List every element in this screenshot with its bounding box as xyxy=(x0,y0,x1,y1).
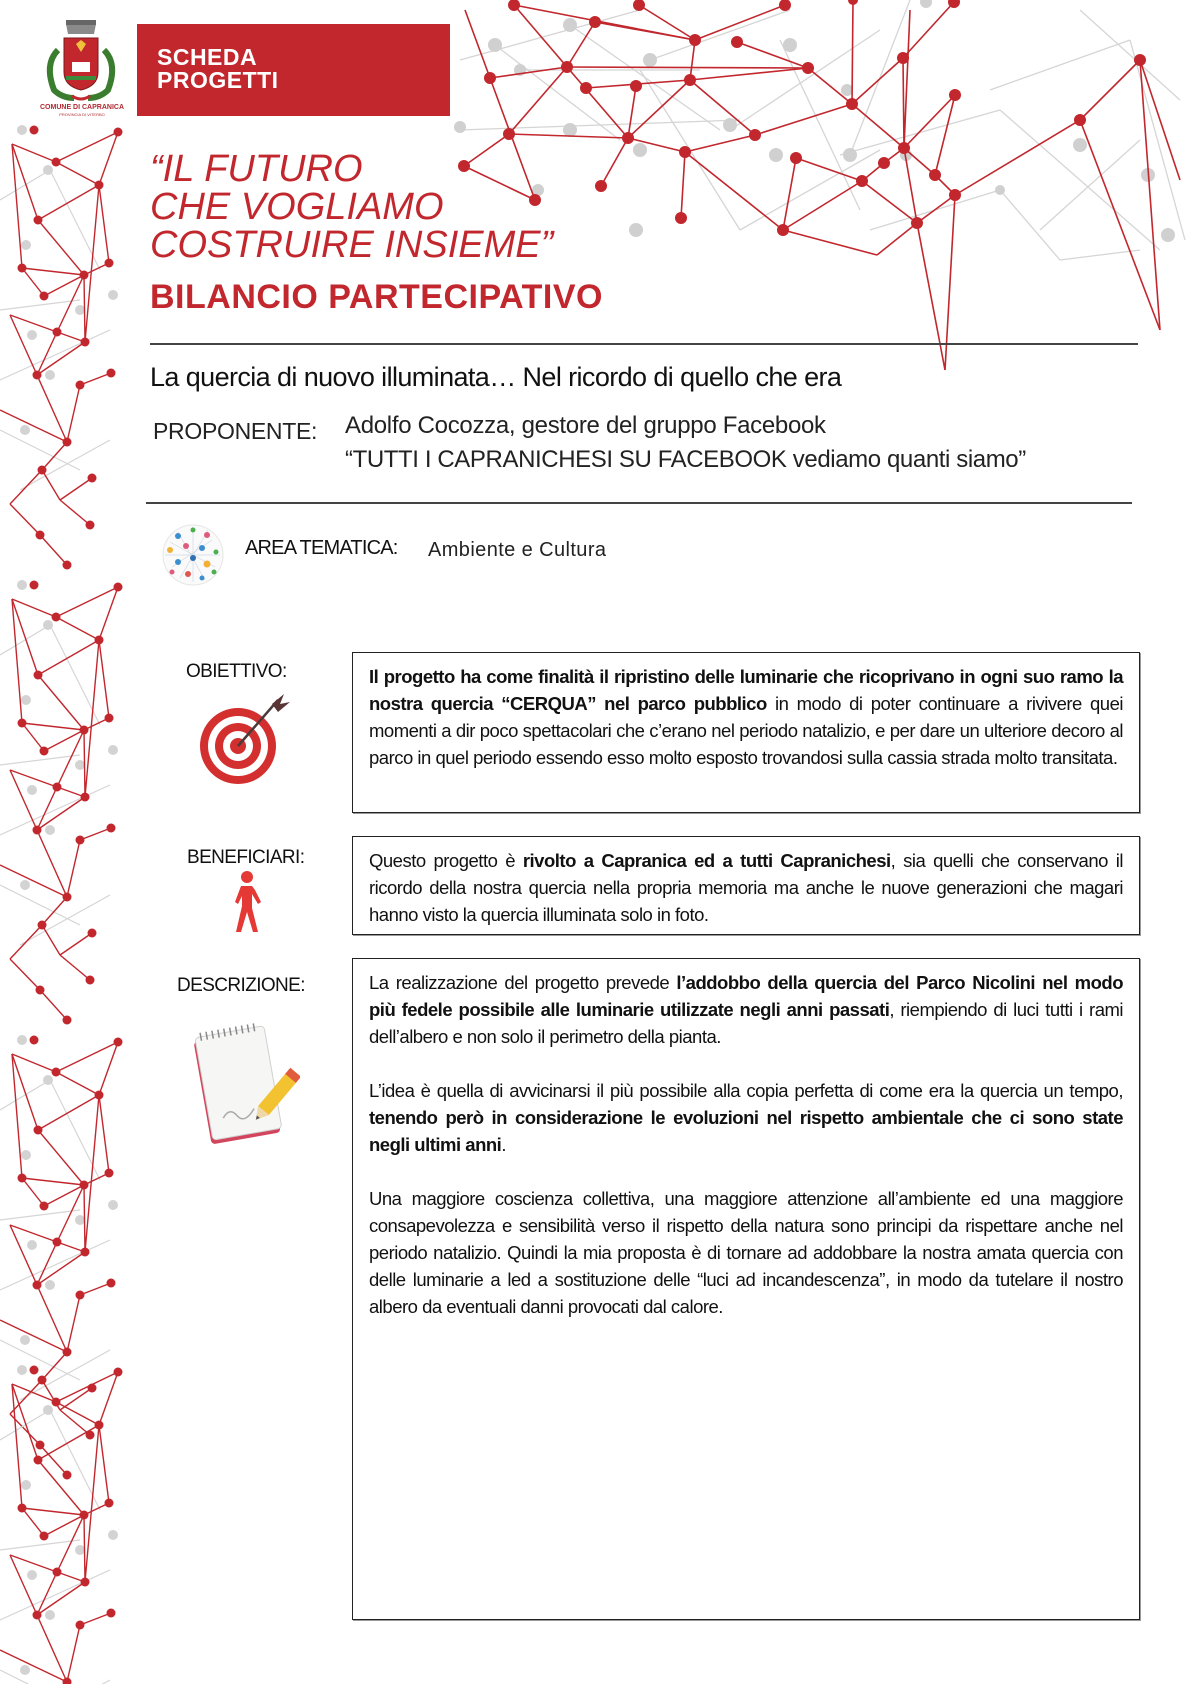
coat-of-arms-icon xyxy=(36,14,126,118)
beneficiari-text-pre: Questo progetto è xyxy=(369,850,523,871)
beneficiari-text-bold: rivolto a Capranica ed a tutti Capranichesi xyxy=(522,850,891,871)
descrizione-paragraph-3: Una maggiore coscienza collettiva, una maggiore attenzione all’ambiente ed una maggiore consapevolezza e sensibilità verso il rispetto della natura sono principi da rispettare anche nel periodo natalizio. Quindi la mia proposta è di tornare ad addobbare la nostra amata quercia con delle luminarie a led a sostituzione delle “luci ad incandescenza”, in modo da tutelare il nostro albero da eventuali danni provocati dal calore. xyxy=(369,1188,1123,1317)
motto-line-2: CHE VOGLIAMO xyxy=(150,186,444,228)
beneficiari-text: , sia quelli che conservano il ricordo della nostra quercia nella propria memoria ma anche le nuove generazioni che magari hanno visto la quercia illuminata solo in foto. xyxy=(369,850,1123,925)
descrizione-paragraph-2 xyxy=(369,1077,1123,1158)
municipality-name: COMUNE DI CAPRANICA xyxy=(40,104,124,111)
walking-person-icon xyxy=(232,870,264,936)
descrizione-p1-rest: , riempiendo di luci tutti i rami dell’albero e non solo il perimetro della pianta. xyxy=(369,999,1124,1047)
network-globe-icon xyxy=(160,522,226,588)
target-icon xyxy=(196,690,292,786)
project-title: La quercia di nuovo illuminata… Nel ricordo di quello che era xyxy=(150,362,842,392)
divider-top xyxy=(150,343,1138,345)
province-name: PROVINCIA DI VITERBO xyxy=(59,112,105,117)
descrizione-p1-text: La realizzazione del progetto prevede xyxy=(369,972,677,993)
descrizione-p2-text: L’idea è quella di avvicinarsi il più possibile alla copia perfetta di come era la quercia un tempo, xyxy=(369,1080,1123,1101)
banner-line-2: PROGETTI xyxy=(157,67,279,93)
beneficiari-label: BENEFICIARI: xyxy=(187,847,305,868)
beneficiari-box xyxy=(352,836,1140,935)
descrizione-p1-bold: l’addobbo della quercia del Parco Nicolini nel modo più fedele possibile alle luminarie utilizzate negli anni passati xyxy=(369,972,1123,1020)
area-tematica-value: Ambiente e Cultura xyxy=(428,539,607,561)
program-title: BILANCIO PARTECIPATIVO xyxy=(150,278,603,316)
motto-line-1: “IL FUTURO xyxy=(150,148,363,190)
decorative-network-sidebar xyxy=(0,120,145,1684)
descrizione-p2-rest: . xyxy=(501,1134,506,1155)
descrizione-p2-bold: tenendo però in considerazione le evoluzioni nel rispetto ambientale che ci sono state negli ultimi anni xyxy=(369,1107,1123,1155)
area-tematica-label: AREA TEMATICA: xyxy=(245,537,398,559)
descrizione-paragraph-1 xyxy=(369,969,1123,1050)
motto xyxy=(150,150,553,264)
obiettivo-text-bold: Il progetto ha come finalità il ripristino delle luminarie che ricoprivano in ogni suo ramo la nostra quercia “CERQUA” nel parco pubblico xyxy=(369,666,1123,714)
scheda-progetti-banner xyxy=(137,24,450,116)
notepad-pencil-icon xyxy=(188,1018,300,1154)
proponent-label: PROPONENTE: xyxy=(153,418,318,444)
obiettivo-box xyxy=(352,652,1140,813)
divider-bottom xyxy=(146,502,1132,504)
banner-line-1: SCHEDA xyxy=(157,44,258,70)
obiettivo-text: in modo di poter continuare a rivivere quei momenti a dir poco spettacolari che c’erano nel periodo natalizio, e per dare un ulteriore decoro al parco in quel periodo essendo esso molto esposto trovandosi sulla cassia strada molto transitata. xyxy=(369,693,1123,768)
obiettivo-label: OBIETTIVO: xyxy=(186,661,287,682)
proponent-group: “TUTTI I CAPRANICHESI SU FACEBOOK vediamo quanti siamo” xyxy=(345,446,1026,473)
motto-line-3: COSTRUIRE INSIEME” xyxy=(150,224,554,266)
descrizione-box xyxy=(352,958,1140,1620)
proponent-name: Adolfo Cocozza, gestore del gruppo Facebook xyxy=(345,412,826,439)
descrizione-label: DESCRIZIONE: xyxy=(177,975,305,996)
